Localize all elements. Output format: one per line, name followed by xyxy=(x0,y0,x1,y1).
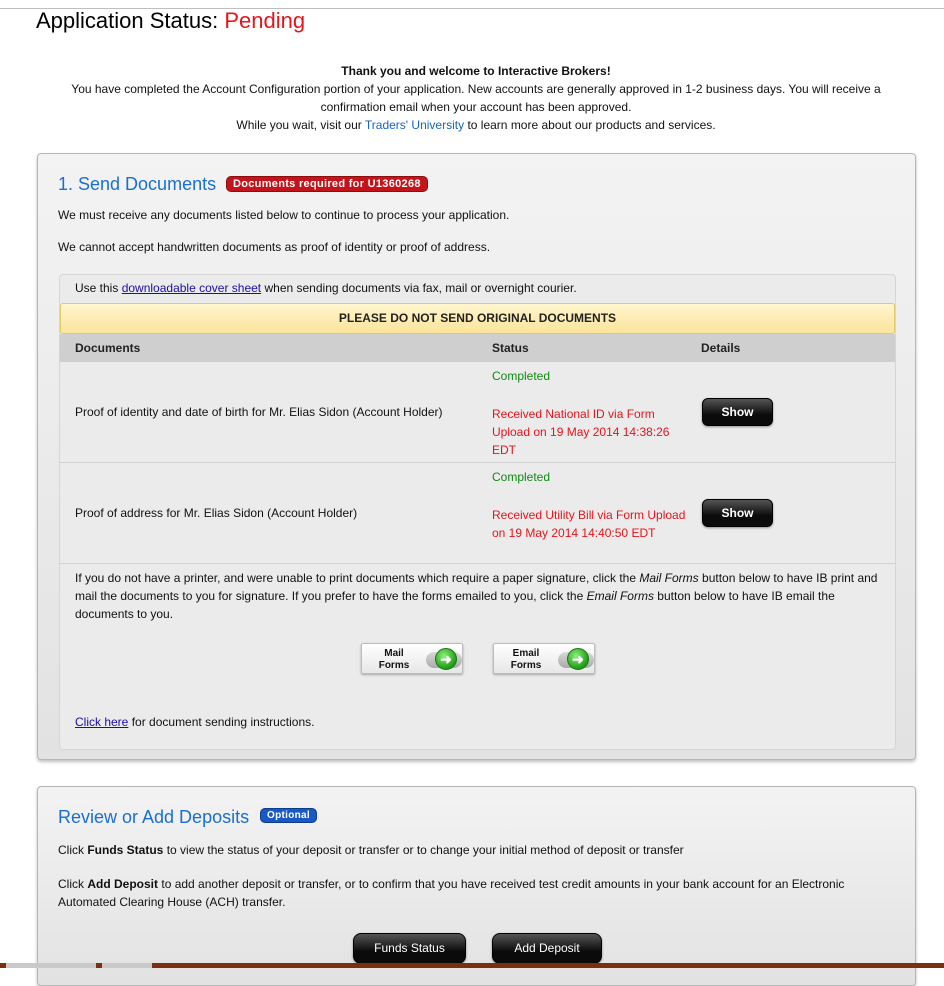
documents-required-badge: Documents required for U1360268 xyxy=(226,176,428,192)
arrow-right-icon: ➜ xyxy=(567,648,589,670)
show-details-button[interactable]: Show xyxy=(702,398,773,426)
printer-text-3: button below to have IB email the documents to you. xyxy=(75,589,835,621)
mail-forms-button[interactable] xyxy=(361,643,463,674)
cover-suffix: when sending documents via fax, mail or overnight courier. xyxy=(264,281,577,295)
email-forms-label-line1: Email xyxy=(512,648,540,659)
click-here-suffix: for document sending instructions. xyxy=(131,715,315,729)
deposits-panel xyxy=(37,786,916,986)
click-here-link[interactable]: Click here xyxy=(75,715,129,729)
document-status: Completed xyxy=(492,470,551,484)
wait-suffix: to learn more about our products and services. xyxy=(467,118,716,132)
document-instructions-line xyxy=(75,715,314,729)
table-header xyxy=(60,334,895,362)
document-received-info: Received National ID via Form Upload on 19 May 2014 14:38:26 EDT xyxy=(492,407,670,457)
documents-info-text: We must receive any documents listed below to continue to process your application. xyxy=(58,208,510,222)
document-received-info: Received Utility Bill via Form Upload on 19 May 2014 14:40:50 EDT xyxy=(492,508,686,540)
send-documents-title: 1. Send Documents xyxy=(58,174,217,194)
table-row xyxy=(60,464,895,564)
taskbar-tab[interactable] xyxy=(6,963,96,968)
document-name: Proof of address for Mr. Elias Sidon (Account Holder) xyxy=(75,506,358,520)
funds-prefix: Click xyxy=(58,843,84,857)
printer-email-forms: Email Forms xyxy=(586,589,654,603)
mail-forms-label xyxy=(372,648,416,672)
funds-status-text xyxy=(58,841,684,859)
column-status: Status xyxy=(492,341,529,355)
welcome-message xyxy=(40,62,912,134)
deposits-title: Review or Add Deposits xyxy=(58,807,250,827)
funds-suffix: to view the status of your deposit or transfer or to change your initial method of deposit or transfer xyxy=(166,843,684,857)
send-documents-panel xyxy=(37,153,916,760)
email-forms-button[interactable] xyxy=(493,643,595,674)
printer-instructions xyxy=(75,569,885,623)
application-status: Pending xyxy=(224,8,306,33)
column-details: Details xyxy=(701,341,741,355)
page-title-prefix: Application Status: xyxy=(36,8,219,33)
wait-prefix: While you wait, visit our xyxy=(236,118,362,132)
mail-forms-label-line2: Forms xyxy=(378,660,410,671)
traders-university-link[interactable]: Traders' University xyxy=(364,118,465,132)
optional-badge: Optional xyxy=(260,808,317,823)
cover-sheet-line xyxy=(75,281,577,295)
cover-prefix: Use this xyxy=(75,281,119,295)
add-deposit-text xyxy=(58,875,878,911)
document-name: Proof of identity and date of birth for Mr. Elias Sidon (Account Holder) xyxy=(75,405,443,419)
handwritten-notice: We cannot accept handwritten documents as proof of identity or proof of address. xyxy=(58,240,491,254)
add-bold: Add Deposit xyxy=(87,877,159,891)
column-documents: Documents xyxy=(75,341,141,355)
document-status: Completed xyxy=(492,369,551,383)
add-prefix: Click xyxy=(58,877,84,891)
taskbar-tab[interactable] xyxy=(102,963,152,968)
funds-bold: Funds Status xyxy=(87,843,164,857)
cover-sheet-link[interactable]: downloadable cover sheet xyxy=(121,281,262,295)
email-forms-label xyxy=(504,648,548,672)
printer-text-2: button below to have IB print and mail the documents to you for signature. If you prefer to have the forms emailed to you, click the xyxy=(75,571,878,603)
add-suffix: to add another deposit or transfer, or to confirm that you have received test credit amounts in your bank account for an Electronic Automated Clearing House (ACH) transfer. xyxy=(58,877,845,909)
printer-text-1: If you do not have a printer, and were unable to print documents which require a paper signature, click the xyxy=(75,571,636,585)
table-row xyxy=(60,363,895,463)
funds-status-button[interactable]: Funds Status xyxy=(353,933,466,964)
printer-mail-forms: Mail Forms xyxy=(639,571,699,585)
page-title xyxy=(36,8,305,34)
add-deposit-button[interactable]: Add Deposit xyxy=(492,933,602,964)
show-details-button[interactable]: Show xyxy=(702,499,773,527)
email-forms-label-line2: Forms xyxy=(510,660,542,671)
original-documents-warning: PLEASE DO NOT SEND ORIGINAL DOCUMENTS xyxy=(60,303,895,334)
welcome-text: You have completed the Account Configuration portion of your application. New accounts are generally approved in 1-2 business days. You will receive a confirmation email when your account has been approved. xyxy=(71,82,881,114)
welcome-heading: Thank you and welcome to Interactive Brokers! xyxy=(341,64,611,78)
mail-forms-label-line1: Mail xyxy=(384,648,404,659)
documents-table-container xyxy=(59,274,896,750)
arrow-right-icon: ➜ xyxy=(435,648,457,670)
